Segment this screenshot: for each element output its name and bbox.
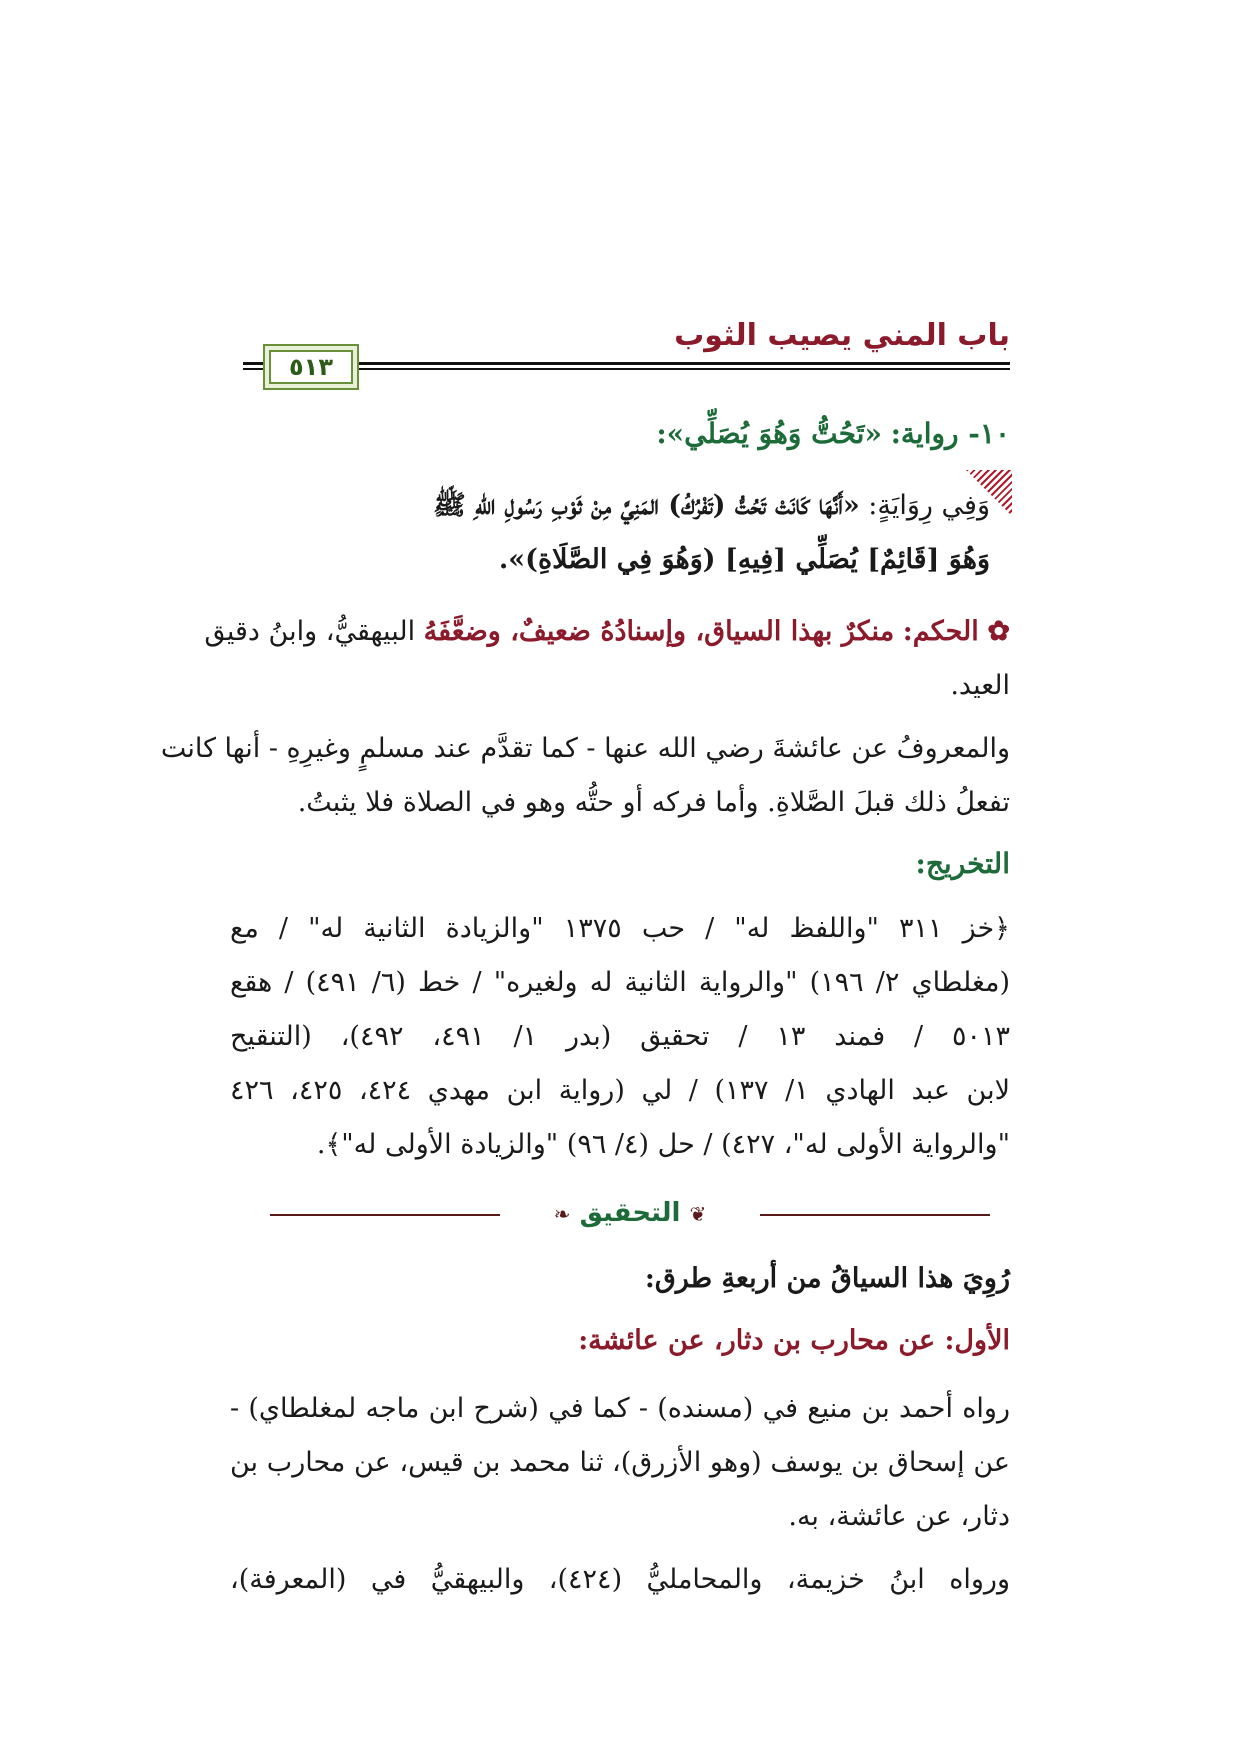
hadith-intro: وَفِي رِوَايَةٍ:: [868, 490, 990, 521]
page-number: ٥١٣: [263, 344, 359, 390]
takhrij-line-5: "والرواية الأولى له"، ٤٢٧) / حل (٤/ ٩٦) "والزيادة الأولى له"﴾.: [316, 1129, 1010, 1160]
para2-line-1: ورواه ابنُ خزيمة، والمحامليُّ (٤٢٤)، والبيهقيُّ في (المعرفة)،: [230, 1564, 1010, 1595]
maruf-line-1: والمعروفُ عن عائشةَ رضي الله عنها - كما تقدَّم عند مسلمٍ وغيرِهِ - أنها كانت: [160, 733, 1010, 764]
hadith-line-2: وَهُوَ [قَائِمٌ] يُصَلِّي [فِيهِ] (وَهُوَ فِي الصَّلَاةِ)».: [498, 544, 990, 575]
takhrij-line-3: ٥٠١٣ / فمند ١٣ / تحقيق (بدر ١/ ٤٩١، ٤٩٢)، (التنقيح: [230, 1021, 1011, 1052]
hadith-text-1: «أَنَّهَا كَانَتْ تَحُتُّ (تَفْرُكُ) المَنِيَّ مِنْ ثَوْبِ رَسُولِ اللهِ ﷺ: [433, 490, 860, 521]
divider-ornament-icon: ❦: [689, 1202, 707, 1226]
chapter-title: باب المني يصيب الثوب: [674, 318, 1010, 353]
tahqiq-divider: [270, 1198, 990, 1232]
section-heading: [656, 417, 1010, 450]
divider-title: التحقيق: [579, 1198, 681, 1228]
para1-line-3: دثار، عن عائشة، به.: [788, 1501, 1010, 1532]
divider-title-row: [270, 1198, 990, 1228]
section-heading-quote: «تَحُتُّ وَهُوَ يُصَلِّي»:: [656, 417, 882, 450]
para1-line-2: عن إسحاق بن يوسف (وهو الأزرق)، ثنا محمد بن قيس، عن محارب بن: [230, 1447, 1010, 1478]
tahqiq-intro: رُوِيَ هذا السياقُ من أربعةِ طرق:: [644, 1263, 1010, 1294]
takhrij-line-4: لابن عبد الهادي ١/ ١٣٧) / لي (رواية ابن مهدي ٤٢٤، ٤٢٥، ٤٢٦: [230, 1075, 1010, 1106]
section-heading-number: ١٠- رواية:: [890, 417, 1010, 450]
page-header: [243, 318, 1010, 384]
hadith-line-1: [433, 492, 990, 519]
takhrij-line-2: (مغلطاي ٢/ ١٩٦) "والرواية الثانية له ولغيره" / خط (٦/ ٤٩١) / هقع: [230, 967, 1010, 998]
takhrij-heading: التخريج:: [915, 847, 1010, 880]
para1-line-1: رواه أحمد بن منيع في (مسنده) - كما في (شرح ابن ماجه لمغلطاي) -: [230, 1393, 1010, 1424]
ruling-text-maroon: منكرٌ بهذا السياق، وإسنادُهُ ضعيفٌ، وضعَّفَهُ: [423, 616, 895, 647]
ruling-text-rest: البيهقيُّ، وابنُ دقيق: [204, 616, 416, 647]
flower-ornament-icon: ✿: [987, 616, 1010, 647]
ruling-line-2: العيد.: [950, 670, 1010, 701]
divider-ornament-icon: ❧: [553, 1202, 571, 1226]
first-route-heading: الأول: عن محارب بن دثار، عن عائشة:: [578, 1325, 1010, 1356]
takhrij-line-1: ﴿خز ٣١١ "واللفظ له" / حب ١٣٧٥ "والزيادة الثانية له" / مع: [230, 913, 1011, 944]
ruling-line-1: [204, 616, 1010, 647]
ruling-label: الحكم:: [902, 616, 979, 647]
maruf-line-2: تفعلُ ذلك قبلَ الصَّلاةِ. وأما فركه أو حتُّه وهو في الصلاة فلا يثبتُ.: [297, 787, 1010, 818]
